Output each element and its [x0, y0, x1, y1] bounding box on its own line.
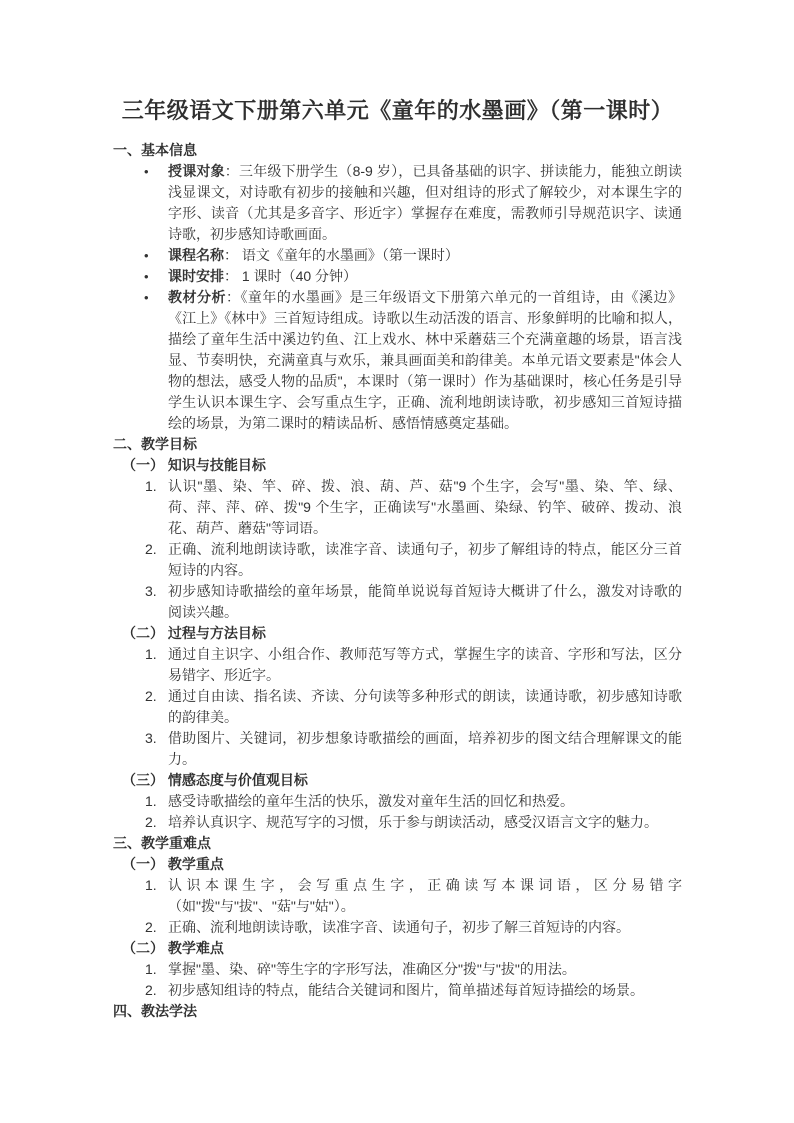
numbered-item	[113, 812, 682, 833]
numbered-item	[113, 644, 682, 686]
item-text: 通过自由读、指名读、齐读、分句读等多种形式的朗读，读通诗歌，初步感知诗歌的韵律美。	[168, 688, 682, 725]
numbered-item	[113, 980, 682, 1001]
bullet-text: ：《童年的水墨画》是三年级语文下册第六单元的一首组诗，由《溪边》《江上》《林中》三首短诗组成。诗歌以生动活泼的语言、形象鲜明的比喻和拟人，描绘了童年生活中溪边钓鱼、江上戏水、林中采蘑菇三个充满童趣的场景，语言浅显、节奏明快，充满童真与欢乐，兼具画面美和韵律美。本单元语文要素是"体会人物的想法，感受人物的品质"，本课时（第一课时）作为基础课时，核心任务是引导学生认识本课生字、会写重点生字，正确、流利地朗读诗歌，初步感知三首短诗描绘的场景，为第二课时的精读品析、感悟情感奠定基础。	[168, 289, 683, 431]
item-number: 1.	[145, 961, 157, 977]
item-text: 培养认真识字、规范写字的习惯，乐于参与朗读活动，感受汉语言文字的魅力。	[168, 814, 658, 830]
item-text: 借助图片、关键词，初步想象诗歌描绘的画面，培养初步的图文结合理解课文的能力。	[168, 730, 682, 767]
numbered-item	[113, 917, 682, 938]
item-text: 感受诗歌描绘的童年生活的快乐，激发对童年生活的回忆和热爱。	[168, 793, 574, 809]
bullet-item-keshianpai	[113, 266, 682, 287]
document-title: 三年级语文下册第六单元《童年的水墨画》（第一课时）	[121, 98, 674, 123]
item-number: 1.	[145, 646, 157, 662]
section-heading-basic-info: 一、基本信息	[113, 142, 197, 158]
item-number: 2.	[145, 814, 157, 830]
item-number: 1.	[145, 478, 157, 494]
item-text: 正确、流利地朗读诗歌，读准字音、读通句子，初步了解组诗的特点，能区分三首短诗的内容。	[168, 541, 682, 578]
item-text: 认识本课生字，会写重点生字，正确读写本课词语，区分易错字（如"拨"与"拔"、"菇"与"姑"）。	[168, 877, 682, 914]
numbered-item	[113, 791, 682, 812]
bullet-text: ： 1 课时（40 分钟）	[224, 268, 358, 284]
item-number: 2.	[145, 541, 157, 557]
item-text: 初步感知组诗的特点，能结合关键词和图片，简单描述每首短诗描绘的场景。	[168, 982, 644, 998]
subsection-heading-teaching-key-points: （一） 教学重点	[122, 856, 224, 872]
numbered-item	[113, 959, 682, 980]
item-text: 正确、流利地朗读诗歌，读准字音、读通句子，初步了解三首短诗的内容。	[168, 919, 630, 935]
numbered-item	[113, 539, 682, 581]
item-number: 2.	[145, 982, 157, 998]
item-text: 通过自主识字、小组合作、教师范写等方式，掌握生字的读音、字形和写法，区分易错字、形近字。	[168, 646, 682, 683]
item-text: 掌握"墨、染、碎"等生字的字形写法，准确区分"拨"与"拔"的用法。	[168, 961, 576, 977]
item-number: 2.	[145, 919, 157, 935]
bullet-label: 课时安排	[168, 268, 224, 284]
item-number: 2.	[145, 688, 157, 704]
bullet-item-shoukeduixiang	[113, 161, 682, 245]
bullet-icon: •	[144, 290, 149, 305]
bullet-icon: •	[144, 248, 149, 263]
numbered-item	[113, 581, 682, 623]
item-text: 认识"墨、染、竿、碎、拨、浪、葫、芦、菇"9 个生字，会写"墨、染、竿、绿、荷、萍、萍、碎、拨"9 个生字，正确读写"水墨画、染绿、钓竿、破碎、拨动、浪花、葫芦、蘑菇"等词语。	[168, 478, 682, 536]
bullet-text: ：三年级下册学生（8-9 岁），已具备基础的识字、拼读能力，能独立朗读浅显课文，对诗歌有初步的接触和兴趣，但对组诗的形式了解较少，对本课生字的字形、读音（尤其是多音字、形近字）掌握存在难度，需教师引导规范识字、读通诗歌，初步感知诗歌画面。	[168, 163, 683, 242]
bullet-label: 课程名称	[168, 247, 224, 263]
item-number: 3.	[145, 583, 157, 599]
section-heading-teaching-methods: 四、教法学法	[113, 1003, 197, 1019]
numbered-item	[113, 728, 682, 770]
item-number: 3.	[145, 730, 157, 746]
subsection-heading-emotion-values: （三） 情感态度与价值观目标	[122, 772, 308, 788]
bullet-text: ： 语文《童年的水墨画》（第一课时）	[224, 247, 459, 263]
bullet-icon: •	[144, 164, 149, 179]
subsection-heading-process-methods: （二） 过程与方法目标	[122, 625, 266, 641]
section-heading-teaching-goals: 二、教学目标	[113, 436, 197, 452]
bullet-label: 授课对象	[168, 163, 225, 179]
bullet-icon: •	[144, 269, 149, 284]
bullet-item-kechengmingcheng	[113, 245, 682, 266]
subsection-heading-teaching-difficulties: （二） 教学难点	[122, 940, 224, 956]
item-text: 初步感知诗歌描绘的童年场景，能简单说说每首短诗大概讲了什么，激发对诗歌的阅读兴趣。	[168, 583, 682, 620]
numbered-item	[113, 476, 682, 539]
subsection-heading-knowledge-skills: （一） 知识与技能目标	[122, 457, 266, 473]
numbered-item	[113, 875, 682, 917]
numbered-item	[113, 686, 682, 728]
bullet-label: 教材分析	[168, 289, 226, 305]
item-number: 1.	[145, 793, 157, 809]
item-number: 1.	[145, 877, 157, 893]
section-heading-key-difficulties: 三、教学重难点	[113, 835, 211, 851]
bullet-item-jiaocaifenxi	[113, 287, 682, 434]
